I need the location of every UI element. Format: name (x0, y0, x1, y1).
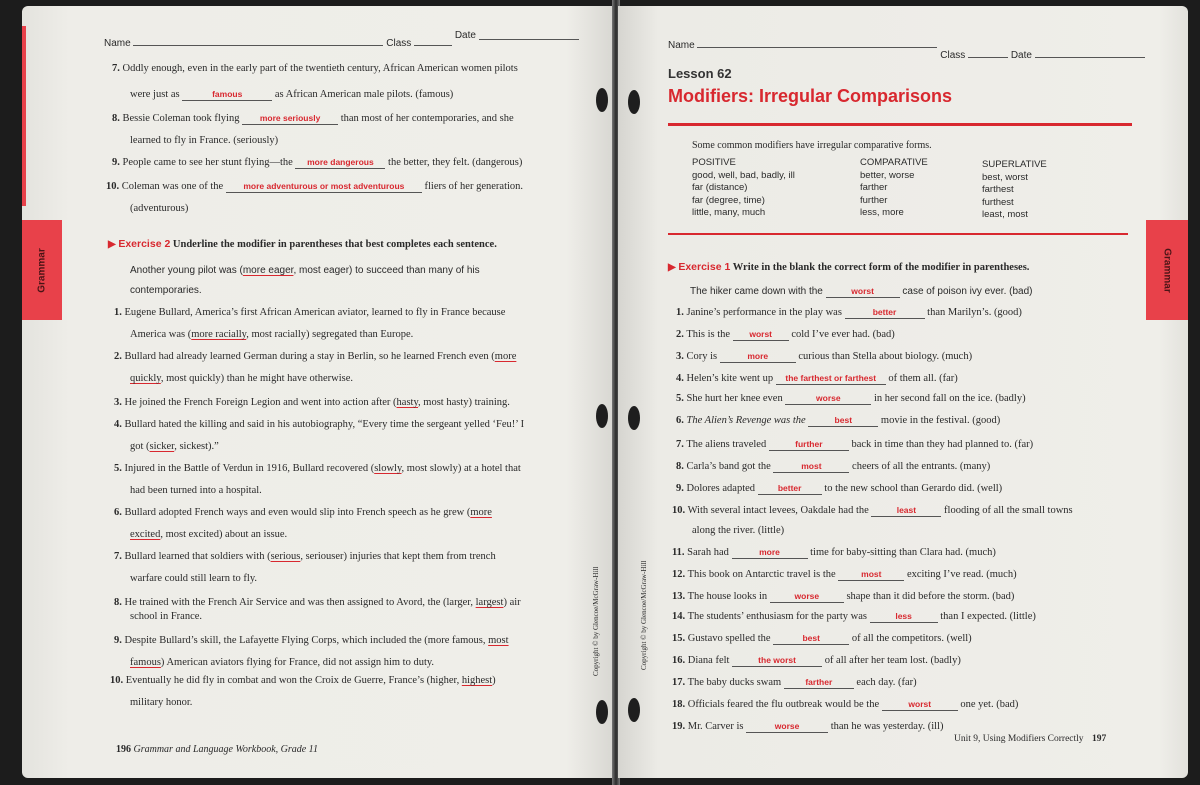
answer-blank[interactable]: worst (882, 699, 958, 711)
exercise-2-example: Another young pilot was (more eager, most eager) to succeed than many of his (130, 265, 480, 276)
name-field-right (668, 40, 1145, 61)
answer-blank[interactable]: better (758, 483, 822, 495)
table-col-superlative: SUPERLATIVE best, worst farthest furthest least, most (982, 159, 1047, 220)
class-line (968, 57, 1008, 58)
ex1-item-12: 12. This book on Antarctic travel is the most exciting I’ve read. (much) (672, 569, 1017, 580)
ex1-item-17: 17. The baby ducks swam farther each day. (far) (672, 677, 917, 688)
ex1-item-4: 4. Helen’s kite went up the farthest or farthest of them all. (far) (676, 373, 958, 384)
ex2-item-6: 6. Bullard adopted French ways and even would slip into French speech as he grew (more (114, 507, 492, 518)
right-page (618, 6, 1188, 778)
copyright-right: Copyright © by Glencoe/McGraw-Hill (640, 560, 648, 670)
answer-blank[interactable]: more dangerous (295, 157, 385, 169)
class-label: Class (386, 38, 412, 49)
table-col-positive: POSITIVE good, well, bad, badly, ill far (distance) far (degree, time) little, many, much (692, 157, 795, 218)
ex2-item-3: 3. He joined the French Foreign Legion and went into action after (hasty, most hasty) training. (114, 397, 510, 408)
exercise-1-heading: ▶ Exercise 1 Write in the blank the correct form of the modifier in parentheses. (668, 261, 1030, 273)
ex2-item-1-cont: America was (more racially, most racially) segregated than Europe. (130, 329, 414, 340)
item-10: 10. Coleman was one of the more adventurous or most adventurous fliers of her generation. (106, 181, 524, 192)
ex1-item-9: 9. Dolores adapted better to the new school than Gerardo did. (well) (676, 483, 1003, 494)
answer-blank[interactable]: further (769, 439, 849, 451)
table-col-comparative: COMPARATIVE better, worse farther further less, more (860, 157, 928, 218)
ex1-item-3: 3. Cory is more curious than Stella about biology. (much) (676, 351, 973, 362)
grammar-tab: Grammar (22, 220, 62, 320)
ex2-item-9: 9. Despite Bullard’s skill, the Lafayette Flying Corps, which included the (more famous, most (114, 635, 509, 646)
answer-blank[interactable]: worst (733, 329, 789, 341)
ex2-item-9-cont: famous) American aviators flying for France, did not assign him to duty. (130, 657, 435, 668)
ex1-item-7: 7. The aliens traveled further back in time than they had planned to. (far) (676, 439, 1034, 450)
item-7: 7. Oddly enough, even in the early part of the twentieth century, African American women pilots (112, 63, 518, 74)
exercise-2-heading: ▶ Exercise 2 Underline the modifier in parentheses that best completes each sentence. (108, 238, 497, 250)
ex2-item-8: 8. He trained with the French Air Service and was then assigned to Avord, the (larger, largest) air (114, 597, 521, 608)
ex1-item-10-cont: along the river. (little) (692, 525, 785, 536)
lesson-number: Lesson 62 (668, 66, 732, 81)
copyright-left: Copyright © by Glencoe/McGraw-Hill (592, 566, 600, 676)
answer-blank[interactable]: most (838, 569, 904, 581)
answer-blank[interactable]: farther (784, 677, 854, 689)
ex2-item-5: 5. Injured in the Battle of Verdun in 1916, Bullard recovered (slowly, most slowly) at a hotel that (114, 463, 521, 474)
answer-blank[interactable]: more seriously (242, 113, 338, 125)
title-rule (668, 123, 1132, 126)
ex2-item-8-cont: school in France. (130, 611, 203, 622)
ex2-item-7: 7. Bullard learned that soldiers with (serious, seriouser) injuries that kept them from trench (114, 551, 496, 562)
exercise-2-example-cont: contemporaries. (130, 285, 202, 296)
class-line (414, 45, 452, 46)
ex1-item-13: 13. The house looks in worse shape than it did before the storm. (bad) (672, 591, 1015, 602)
intro-text: Some common modifiers have irregular comparative forms. (692, 140, 932, 151)
ex1-item-15: 15. Gustavo spelled the best of all the competitors. (well) (672, 633, 972, 644)
answer-blank[interactable]: worse (770, 591, 844, 603)
answer-blank[interactable]: more adventurous or most adventurous (226, 181, 422, 193)
answer-blank[interactable]: best (808, 415, 878, 427)
binder-hole (628, 698, 640, 722)
ex2-item-7-cont: warfare could still learn to fly. (130, 573, 258, 584)
date-line (479, 39, 579, 40)
name-line (133, 45, 383, 46)
answer-blank[interactable]: worse (785, 393, 871, 405)
ex1-item-8: 8. Carla’s band got the most cheers of all the entrants. (many) (676, 461, 991, 472)
ex2-item-4: 4. Bullard hated the killing and said in his autobiography, “Every time the sergeant yelled ‘Feu!’ I (114, 419, 525, 430)
ex2-item-10: 10. Eventually he did fly in combat and won the Croix de Guerre, France’s (higher, highest) (110, 675, 496, 686)
ex1-item-14: 14. The students’ enthusiasm for the party was less than I expected. (little) (672, 611, 1036, 622)
left-page (22, 6, 614, 778)
name-line (697, 47, 937, 48)
answer-blank[interactable]: less (870, 611, 938, 623)
binder-hole (596, 88, 608, 112)
triangle-icon: ▶ (668, 262, 676, 273)
binder-hole (628, 90, 640, 114)
answer-blank[interactable]: worse (746, 721, 828, 733)
ex2-item-5-cont: had been turned into a hospital. (130, 485, 262, 496)
answer-blank[interactable]: better (845, 307, 925, 319)
binder-hole (596, 404, 608, 428)
ex1-item-19: 19. Mr. Carver is worse than he was yesterday. (ill) (672, 721, 944, 732)
answer-blank[interactable]: worst (826, 286, 900, 298)
ex1-item-10: 10. With several intact levees, Oakdale had the least flooding of all the small towns (672, 505, 1073, 516)
date-label: Date (454, 30, 476, 41)
footer-left: 196 Grammar and Language Workbook, Grade 11 (116, 744, 318, 755)
ex1-item-2: 2. This is the worst cold I’ve ever had. (bad) (676, 329, 895, 340)
table-rule (668, 233, 1128, 235)
triangle-icon: ▶ (108, 239, 116, 250)
class-label: Class (940, 50, 966, 61)
ex2-item-2: 2. Bullard had already learned German during a stay in Berlin, so he learned French even (more (114, 351, 517, 362)
item-9: 9. People came to see her stunt flying—the more dangerous the better, they felt. (dangerous) (112, 157, 523, 168)
ex2-item-4-cont: got (sicker, sickest).” (130, 441, 219, 452)
answer-blank[interactable]: least (871, 505, 941, 517)
ex2-item-10-cont: military honor. (130, 697, 193, 708)
ex1-item-1: 1. Janine’s performance in the play was better than Marilyn’s. (good) (676, 307, 1022, 318)
grammar-tab-right: Grammar (1146, 220, 1188, 320)
answer-blank[interactable]: more (720, 351, 796, 363)
footer-right: Unit 9, Using Modifiers Correctly 197 (954, 734, 1107, 744)
name-label: Name (104, 38, 131, 49)
binder-hole (596, 700, 608, 724)
answer-blank[interactable]: famous (182, 89, 272, 101)
ex2-item-6-cont: excited, most excited) about an issue. (130, 529, 288, 540)
ex1-item-11: 11. Sarah had more time for baby-sitting than Clara had. (much) (672, 547, 996, 558)
name-label: Name (668, 40, 695, 51)
edge-stripe (22, 26, 26, 206)
item-10-cont: (adventurous) (130, 203, 189, 214)
item-8-cont: learned to fly in France. (seriously) (130, 135, 279, 146)
answer-blank[interactable]: the worst (732, 655, 822, 667)
answer-blank[interactable]: the farthest or farthest (776, 373, 886, 385)
answer-blank[interactable]: most (773, 461, 849, 473)
date-line (1035, 57, 1145, 58)
ex1-item-5: 5. She hurt her knee even worse in her second fall on the ice. (badly) (676, 393, 1026, 404)
exercise-1-example: The hiker came down with the worst case of poison ivy ever. (bad) (690, 286, 1033, 297)
name-field (104, 30, 579, 49)
ex1-item-18: 18. Officials feared the flu outbreak would be the worst one yet. (bad) (672, 699, 1019, 710)
lesson-title: Modifiers: Irregular Comparisons (668, 86, 953, 106)
binder-hole (628, 406, 640, 430)
answer-blank[interactable]: more (732, 547, 808, 559)
ex1-item-16: 16. Diana felt the worst of all after her team lost. (badly) (672, 655, 961, 666)
answer-blank[interactable]: best (773, 633, 849, 645)
ex1-item-6: 6. The Alien’s Revenge was the best movie in the festival. (good) (676, 415, 1001, 426)
item-8: 8. Bessie Coleman took flying more seriously than most of her contemporaries, and she (112, 113, 514, 124)
ex2-item-1: 1. Eugene Bullard, America’s first African American aviator, learned to fly in France because (114, 307, 506, 318)
item-7-cont: were just as famous as African American male pilots. (famous) (130, 89, 454, 100)
date-label: Date (1010, 50, 1032, 61)
ex2-item-2-cont: quickly, most quickly) than he might have otherwise. (130, 373, 353, 384)
